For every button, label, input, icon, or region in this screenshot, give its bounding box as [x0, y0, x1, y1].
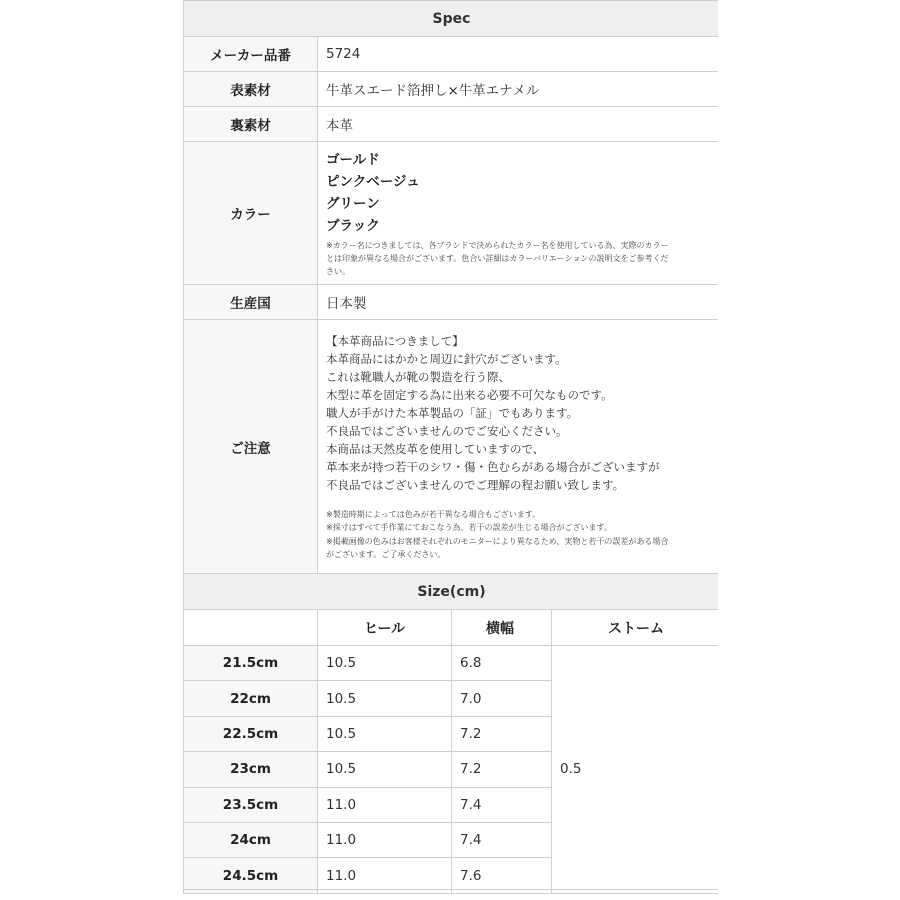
column-header-heel: ヒール: [318, 610, 452, 646]
lining-value: 本革: [318, 107, 719, 142]
color-option: ピンクベージュ: [326, 173, 420, 190]
heel-value: 10.5: [318, 716, 452, 751]
heel-value: 11.0: [318, 858, 452, 893]
caution-line: 本革商品にはかかと周辺に針穴がございます。: [326, 351, 567, 366]
table-bottom-divider: [183, 889, 718, 900]
size-label: 23.5cm: [184, 787, 318, 822]
size-header-corner: [184, 610, 318, 646]
heel-value: 11.0: [318, 787, 452, 822]
color-value: [318, 142, 719, 285]
caution-line: 不良品ではございませんのでご理解の程お願い致します。: [326, 477, 625, 492]
width-value: 6.8: [452, 646, 552, 681]
color-note-line: ※カラー名につきましては、各ブランドで決められたカラー名を使用している為、実際のカラー: [326, 240, 669, 250]
model-number-value: 5724: [318, 37, 719, 72]
heel-value: 10.5: [318, 681, 452, 716]
heel-value: 10.5: [318, 646, 452, 681]
caution-label: ご注意: [184, 320, 318, 574]
caution-value: [318, 320, 719, 574]
caution-small-line: がございます。ご了承ください。: [326, 550, 446, 559]
caution-line: これは靴職人が靴の製造を行う際、: [326, 369, 510, 384]
spec-title: Spec: [184, 1, 719, 37]
color-option: ブラック: [326, 217, 380, 234]
model-number-label: メーカー品番: [184, 37, 318, 72]
color-note: [326, 239, 718, 278]
spec-row-outer-material: [184, 72, 719, 107]
color-list: [326, 149, 718, 237]
storm-value: 0.5: [552, 646, 719, 894]
spec-row-model-number: [184, 37, 719, 72]
caution-line: 不良品ではございませんのでご安心ください。: [326, 423, 568, 438]
caution-small-line: ※採寸はすべて手作業にておこなう為、若干の誤差が生じる場合がございます。: [326, 523, 612, 532]
width-value: 7.6: [452, 858, 552, 893]
caution-line: 木型に革を固定する為に出来る必要不可欠なものです。: [326, 387, 613, 402]
outer-material-value: 牛革スエード箔押し×牛革エナメル: [318, 72, 719, 107]
caution-line: 職人が手がけた本革製品の「証」でもあります。: [326, 405, 579, 420]
caution-line: 革本来が持つ若干のシワ・傷・色むらがある場合がございますが: [326, 459, 660, 474]
outer-material-label: 表素材: [184, 72, 318, 107]
width-value: 7.0: [452, 681, 552, 716]
heel-value: 10.5: [318, 752, 452, 787]
column-header-width: 横幅: [452, 610, 552, 646]
caution-small-line: ※製造時期によっては色みが若干異なる場合もございます。: [326, 509, 541, 519]
width-value: 7.2: [452, 752, 552, 787]
origin-label: 生産国: [184, 285, 318, 320]
color-label: カラー: [184, 142, 318, 285]
column-header-storm: ストーム: [552, 610, 719, 646]
heel-value: 11.0: [318, 822, 452, 857]
size-title: Size(cm): [184, 574, 719, 610]
size-label: 23cm: [184, 752, 318, 787]
color-note-line: さい。: [326, 266, 350, 276]
spec-table: [183, 0, 718, 574]
caution-line: 【本革商品につきまして】: [326, 333, 464, 348]
color-option: ゴールド: [326, 151, 380, 168]
origin-value: 日本製: [318, 285, 719, 320]
spec-row-lining: [184, 107, 719, 142]
color-option: グリーン: [326, 195, 380, 212]
size-column-headers: [184, 610, 719, 646]
size-label: 22.5cm: [184, 716, 318, 751]
size-label: 22cm: [184, 681, 318, 716]
caution-small-notes: [326, 508, 718, 562]
size-label: 24.5cm: [184, 858, 318, 893]
lining-label: 裏素材: [184, 107, 318, 142]
caution-line: 本商品は天然皮革を使用していますので、: [326, 441, 545, 456]
spec-row-color: [184, 142, 719, 285]
size-table: [183, 573, 718, 894]
caution-main-notes: [326, 332, 718, 494]
spec-row-caution: [184, 320, 719, 574]
width-value: 7.2: [452, 716, 552, 751]
color-note-line: とは印象が異なる場合がございます。色合い詳細はカラーバリエーションの説明文をご参考くだ: [326, 253, 669, 263]
spec-sheet: [183, 0, 718, 900]
width-value: 7.4: [452, 822, 552, 857]
size-row: [184, 646, 719, 681]
caution-small-line: ※掲載画像の色みはお客様それぞれのモニターにより異なるため、実物と若干の誤差がある場合: [326, 536, 669, 546]
width-value: 7.4: [452, 787, 552, 822]
size-label: 21.5cm: [184, 646, 318, 681]
size-label: 24cm: [184, 822, 318, 857]
spec-row-origin: [184, 285, 719, 320]
